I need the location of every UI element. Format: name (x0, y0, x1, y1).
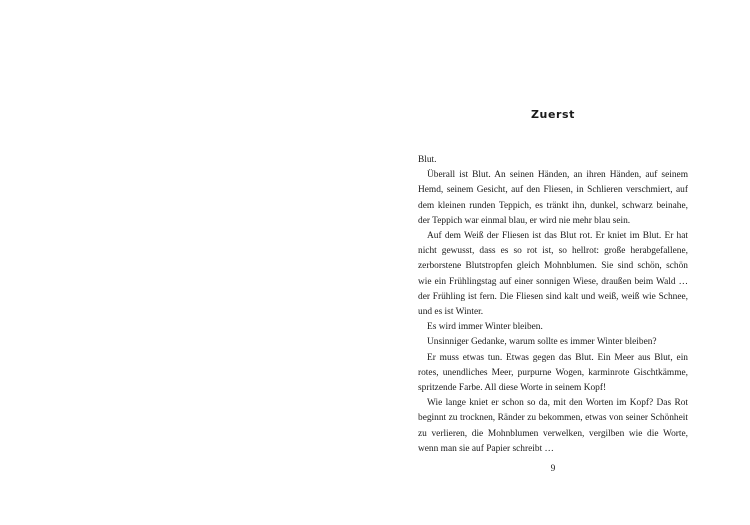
paragraph: Überall ist Blut. An seinen Händen, an ihren Händen, auf seinem Hemd, seinem Gesicht, auf den Fliesen, in Schlieren verschmiert, auf dem kleinen runden Teppich, es tränkt ihn, dunkel, schwarz beinahe, der Teppich war einmal blau, er wird nie mehr blau sein. (418, 170, 688, 226)
chapter-title: Zuerst (530, 108, 576, 121)
paragraph: Wie lange kniet er schon so da, mit den Worten im Kopf? Das Rot beginnt zu trocknen, Ränder zu bekommen, etwas von seiner Schönheit zu verlieren, die Mohnblumen verwelken, vergilben wie die Worte, wenn man sie auf Papier schreibt … (418, 398, 688, 454)
paragraph: Es wird immer Winter bleiben. (427, 322, 543, 333)
page-number: 9 (550, 464, 556, 474)
paragraph: Unsinniger Gedanke, warum sollte es immer Winter bleiben? (427, 337, 657, 348)
paragraph: Blut. (418, 155, 437, 165)
body-text (418, 153, 688, 457)
paragraph: Auf dem Weiß der Fliesen ist das Blut rot. Er kniet im Blut. Er hat nicht gewusst, dass es so rot ist, so hellrot: große herabgefallene, zerborstene Blutstropfen gleich Mohnblumen. Sie sind schön, schön wie ein Frühlingstag auf einer sonnigen Wiese, draußen beim Wald … der Frühling ist fern. Die Fliesen sind kalt und weiß, weiß wie Schnee, und es ist Winter. (418, 231, 688, 318)
paragraph: Er muss etwas tun. Etwas gegen das Blut. Ein Meer aus Blut, ein rotes, unendliches Meer, purpurne Wogen, karminrote Gischtkämme, spritzende Farbe. All diese Worte in seinem Kopf! (418, 352, 688, 394)
